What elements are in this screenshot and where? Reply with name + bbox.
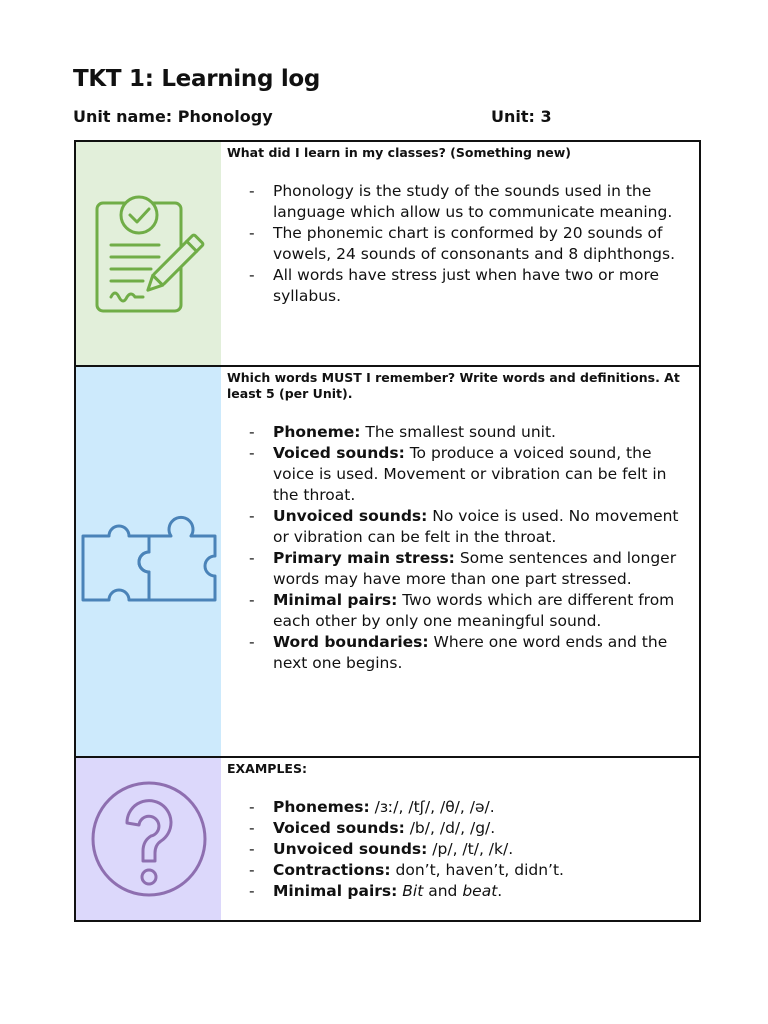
term: Primary main stress: bbox=[273, 549, 455, 567]
example: /b/, /d/, /g/. bbox=[409, 819, 496, 837]
unit-number-label: Unit: 3 bbox=[491, 107, 552, 126]
definition: Where one word ends and the next one begins. bbox=[273, 633, 668, 672]
definition: Some sentences and longer words may have more than one part stressed. bbox=[273, 549, 677, 588]
term: Unvoiced sounds: bbox=[273, 840, 428, 858]
list-item bbox=[249, 422, 691, 443]
learned-list bbox=[227, 181, 691, 307]
section-words bbox=[76, 367, 699, 758]
term: Voiced sounds: bbox=[273, 819, 405, 837]
question-mark-circle-icon bbox=[89, 779, 209, 899]
list-item bbox=[249, 797, 691, 818]
term: Word boundaries: bbox=[273, 633, 429, 651]
section-question: Which words MUST I remember? Write words and definitions. At least 5 (per Unit). bbox=[227, 370, 680, 401]
list-item bbox=[249, 265, 691, 307]
unit-name-label: Unit name: Phonology bbox=[73, 107, 273, 126]
words-list bbox=[227, 422, 691, 674]
example-word-1: Bit bbox=[402, 882, 424, 900]
list-item bbox=[249, 818, 691, 839]
section-question: EXAMPLES: bbox=[227, 761, 307, 776]
item-text: The phonemic chart is conformed by 20 sounds of vowels, 24 sounds of consonants and 8 diphthongs. bbox=[273, 224, 676, 263]
text-cell-learned bbox=[221, 142, 699, 365]
definition: No voice is used. No movement or vibration can be felt in the throat. bbox=[273, 507, 679, 546]
example-word-2: beat bbox=[462, 882, 498, 900]
example-connector: and bbox=[423, 882, 463, 900]
icon-cell-purple bbox=[76, 758, 221, 920]
list-item bbox=[249, 860, 691, 881]
puzzle-pieces-icon bbox=[79, 512, 219, 612]
section-question: What did I learn in my classes? (Something new) bbox=[227, 145, 571, 160]
example-end: . bbox=[497, 882, 503, 900]
term: Phoneme: bbox=[273, 423, 361, 441]
list-item bbox=[249, 223, 691, 265]
definition: To produce a voiced sound, the voice is used. Movement or vibration can be felt in the throat. bbox=[273, 444, 667, 504]
item-text: All words have stress just when have two or more syllabus. bbox=[273, 266, 660, 305]
list-item bbox=[249, 881, 691, 902]
section-examples bbox=[76, 758, 699, 920]
list-item bbox=[249, 548, 691, 590]
page-title: TKT 1: Learning log bbox=[73, 66, 321, 92]
item-text: Phonology is the study of the sounds used in the language which allow us to communicate meaning. bbox=[273, 182, 673, 221]
term: Minimal pairs: bbox=[273, 591, 398, 609]
term: Contractions: bbox=[273, 861, 391, 879]
section-learned bbox=[76, 142, 699, 367]
list-item bbox=[249, 181, 691, 223]
clipboard-checklist-pencil-icon bbox=[89, 189, 209, 319]
term: Minimal pairs: bbox=[273, 882, 398, 900]
examples-list bbox=[227, 797, 691, 902]
term: Voiced sounds: bbox=[273, 444, 405, 462]
icon-cell-green bbox=[76, 142, 221, 365]
definition: Two words which are different from each other by only one meaningful sound. bbox=[273, 591, 675, 630]
example: don’t, haven’t, didn’t. bbox=[395, 861, 564, 879]
text-cell-examples bbox=[221, 758, 699, 920]
example: /p/, /t/, /k/. bbox=[432, 840, 514, 858]
list-item bbox=[249, 443, 691, 506]
example: /ɜː/, /tʃ/, /θ/, /ə/. bbox=[374, 798, 495, 816]
term: Unvoiced sounds: bbox=[273, 507, 428, 525]
term: Phonemes: bbox=[273, 798, 370, 816]
list-item bbox=[249, 839, 691, 860]
learning-log-table bbox=[74, 140, 701, 922]
list-item bbox=[249, 632, 691, 674]
list-item bbox=[249, 506, 691, 548]
icon-cell-blue bbox=[76, 367, 221, 756]
list-item bbox=[249, 590, 691, 632]
definition: The smallest sound unit. bbox=[365, 423, 556, 441]
text-cell-words bbox=[221, 367, 699, 756]
